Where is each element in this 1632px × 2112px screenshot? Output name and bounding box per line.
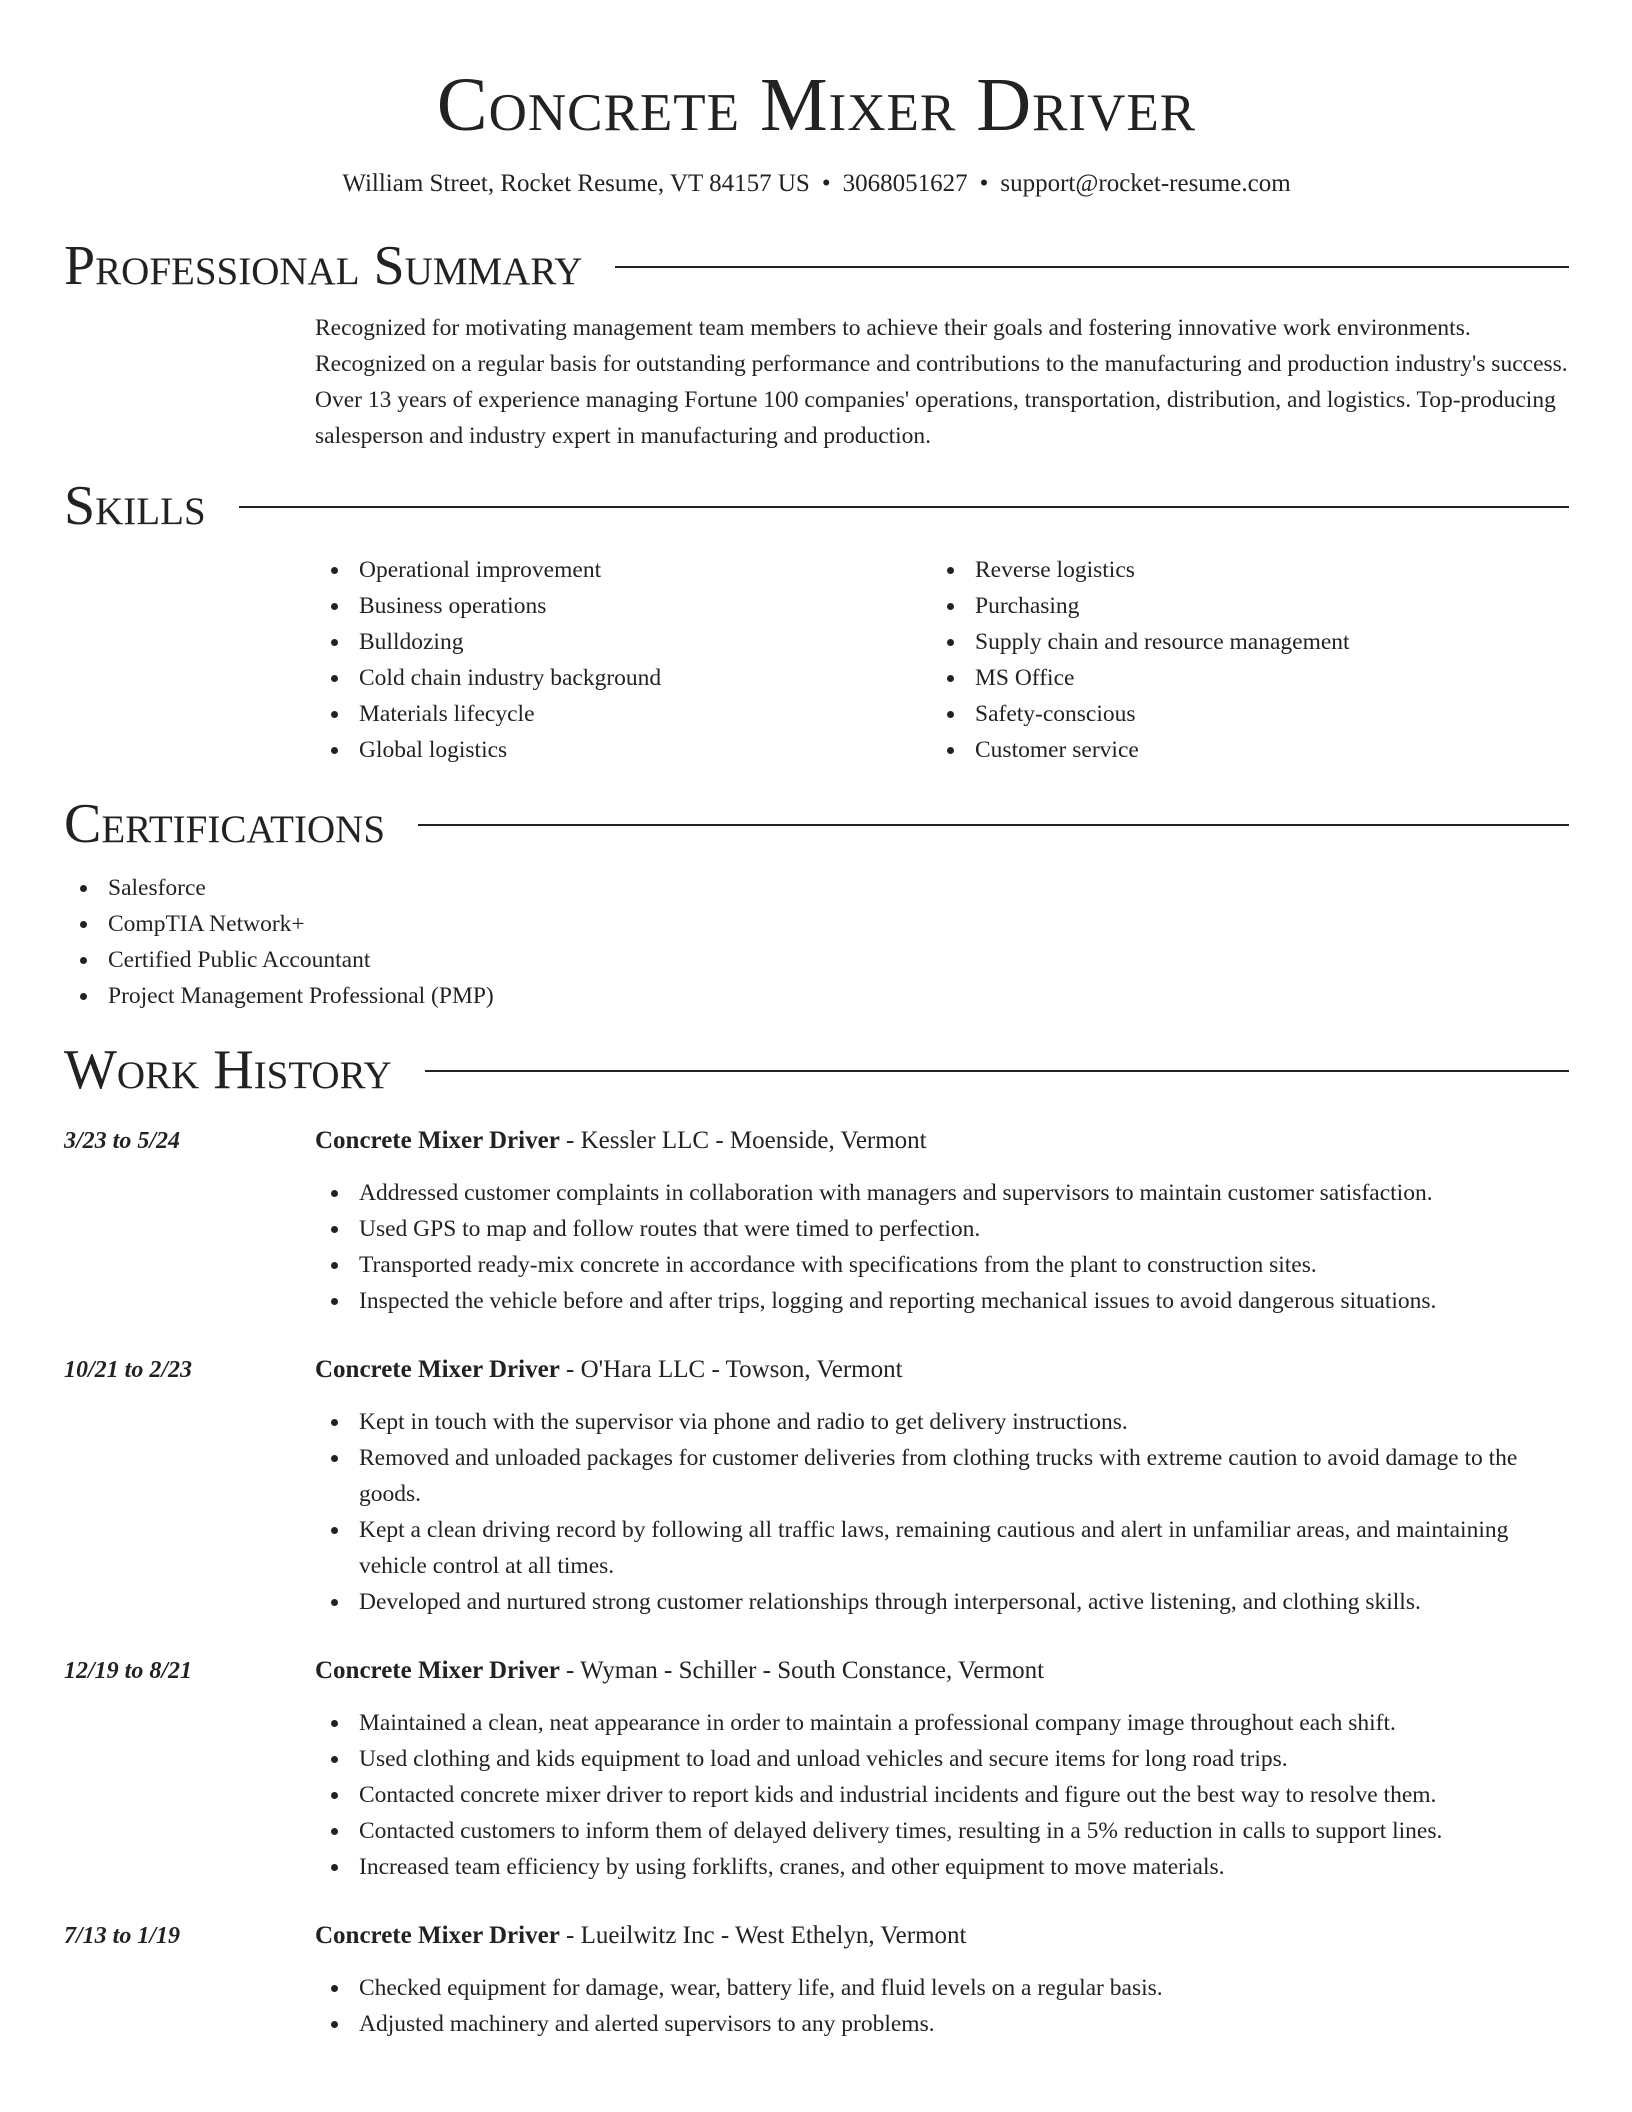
skills-columns bbox=[315, 552, 1569, 768]
job-role: Concrete Mixer Driver bbox=[315, 1127, 560, 1154]
job-details bbox=[315, 1919, 1569, 2042]
list-item: Global logistics bbox=[315, 732, 931, 768]
skills-section-header bbox=[64, 474, 1569, 538]
summary-section-header bbox=[64, 234, 1569, 298]
list-item: Customer service bbox=[931, 732, 1547, 768]
job-details bbox=[315, 1124, 1569, 1319]
job-company: - O'Hara LLC - Towson, Vermont bbox=[559, 1356, 903, 1383]
contact-email: support@rocket-resume.com bbox=[1000, 170, 1291, 197]
section-divider bbox=[418, 824, 1569, 826]
list-item: Adjusted machinery and alerted supervisors to any problems. bbox=[315, 2006, 1569, 2042]
section-divider bbox=[239, 506, 1569, 508]
job-role: Concrete Mixer Driver bbox=[315, 1356, 560, 1383]
job-details bbox=[315, 1353, 1569, 1620]
list-item: Operational improvement bbox=[315, 552, 931, 588]
work-section-header bbox=[64, 1038, 1569, 1102]
contact-address: William Street, Rocket Resume, VT 84157 US bbox=[342, 170, 810, 197]
job-role: Concrete Mixer Driver bbox=[315, 1922, 560, 1949]
list-item: Project Management Professional (PMP) bbox=[64, 978, 1569, 1014]
skills-list-right bbox=[931, 552, 1547, 768]
list-item: Safety-conscious bbox=[931, 696, 1547, 732]
list-item: Used clothing and kids equipment to load and unload vehicles and secure items for long road trips. bbox=[315, 1741, 1569, 1777]
job-dates: 12/19 to 8/21 bbox=[64, 1658, 193, 1684]
skills-list-left bbox=[315, 552, 931, 768]
job-bullets bbox=[315, 1705, 1569, 1885]
list-item: MS Office bbox=[931, 660, 1547, 696]
list-item: Salesforce bbox=[64, 870, 1569, 906]
list-item: Transported ready-mix concrete in accordance with specifications from the plant to construction sites. bbox=[315, 1247, 1569, 1283]
job-bullets bbox=[315, 1404, 1569, 1620]
contact-phone: 3068051627 bbox=[842, 170, 968, 197]
list-item: Addressed customer complaints in collaboration with managers and supervisors to maintain customer satisfaction. bbox=[315, 1175, 1569, 1211]
summary-text: Recognized for motivating management team members to achieve their goals and fostering innovative work environments. Recognized on a regular basis for outstanding performance and contributions to the manufacturing and production industry's success. Over 13 years of experience managing Fortune 100 companies' operations, transportation, distribution, and logistics. Top-producing salesperson and industry expert in manufacturing and production. bbox=[315, 315, 1568, 449]
job-entry bbox=[64, 1654, 1569, 1885]
job-details bbox=[315, 1654, 1569, 1885]
list-item: Certified Public Accountant bbox=[64, 942, 1569, 978]
job-company: - Wyman - Schiller - South Constance, Vermont bbox=[559, 1657, 1045, 1684]
job-entry bbox=[64, 1124, 1569, 1319]
job-entry bbox=[64, 1353, 1569, 1620]
list-item: Purchasing bbox=[931, 588, 1547, 624]
section-heading: Skills bbox=[64, 475, 206, 537]
list-item: Increased team efficiency by using forklifts, cranes, and other equipment to move materials. bbox=[315, 1849, 1569, 1885]
section-heading: Certifications bbox=[64, 793, 386, 855]
contact-separator: • bbox=[821, 170, 831, 197]
section-heading: Work History bbox=[64, 1039, 392, 1101]
job-title-line bbox=[315, 1124, 1569, 1158]
list-item: Supply chain and resource management bbox=[931, 624, 1547, 660]
job-company: - Lueilwitz Inc - West Ethelyn, Vermont bbox=[559, 1922, 967, 1949]
job-title-line bbox=[315, 1353, 1569, 1387]
job-bullets bbox=[315, 1970, 1569, 2042]
list-item: Reverse logistics bbox=[931, 552, 1547, 588]
list-item: Kept in touch with the supervisor via phone and radio to get delivery instructions. bbox=[315, 1404, 1569, 1440]
list-item: Checked equipment for damage, wear, battery life, and fluid levels on a regular basis. bbox=[315, 1970, 1569, 2006]
list-item: Business operations bbox=[315, 588, 931, 624]
job-dates: 3/23 to 5/24 bbox=[64, 1128, 181, 1154]
list-item: Developed and nurtured strong customer relationships through interpersonal, active listening, and clothing skills. bbox=[315, 1584, 1569, 1620]
list-item: CompTIA Network+ bbox=[64, 906, 1569, 942]
section-heading: Professional Summary bbox=[64, 235, 583, 297]
section-divider bbox=[425, 1070, 1569, 1072]
job-bullets bbox=[315, 1175, 1569, 1319]
job-title-line bbox=[315, 1654, 1569, 1688]
job-role: Concrete Mixer Driver bbox=[315, 1657, 560, 1684]
list-item: Contacted customers to inform them of delayed delivery times, resulting in a 5% reduction in calls to support lines. bbox=[315, 1813, 1569, 1849]
resume-name: Concrete Mixer Driver bbox=[436, 63, 1197, 147]
job-title-line bbox=[315, 1919, 1569, 1953]
job-dates: 7/13 to 1/19 bbox=[64, 1923, 181, 1949]
list-item: Bulldozing bbox=[315, 624, 931, 660]
job-dates: 10/21 to 2/23 bbox=[64, 1357, 193, 1383]
list-item: Removed and unloaded packages for customer deliveries from clothing trucks with extreme caution to avoid damage to the goods. bbox=[315, 1440, 1569, 1512]
contact-separator: • bbox=[979, 170, 989, 197]
contact-line bbox=[64, 168, 1569, 200]
list-item: Inspected the vehicle before and after trips, logging and reporting mechanical issues to avoid dangerous situations. bbox=[315, 1283, 1569, 1319]
certifications-section-header bbox=[64, 792, 1569, 856]
certifications-list bbox=[64, 870, 1569, 1014]
list-item: Kept a clean driving record by following all traffic laws, remaining cautious and alert in unfamiliar areas, and maintaining vehicle control at all times. bbox=[315, 1512, 1569, 1584]
list-item: Cold chain industry background bbox=[315, 660, 931, 696]
work-history-list bbox=[64, 1124, 1569, 2042]
job-company: - Kessler LLC - Moenside, Vermont bbox=[559, 1127, 927, 1154]
list-item: Maintained a clean, neat appearance in order to maintain a professional company image throughout each shift. bbox=[315, 1705, 1569, 1741]
list-item: Contacted concrete mixer driver to report kids and industrial incidents and figure out the best way to resolve them. bbox=[315, 1777, 1569, 1813]
section-divider bbox=[615, 266, 1569, 268]
list-item: Materials lifecycle bbox=[315, 696, 931, 732]
job-entry bbox=[64, 1919, 1569, 2042]
resume-page bbox=[64, 0, 1569, 2042]
list-item: Used GPS to map and follow routes that were timed to perfection. bbox=[315, 1211, 1569, 1247]
